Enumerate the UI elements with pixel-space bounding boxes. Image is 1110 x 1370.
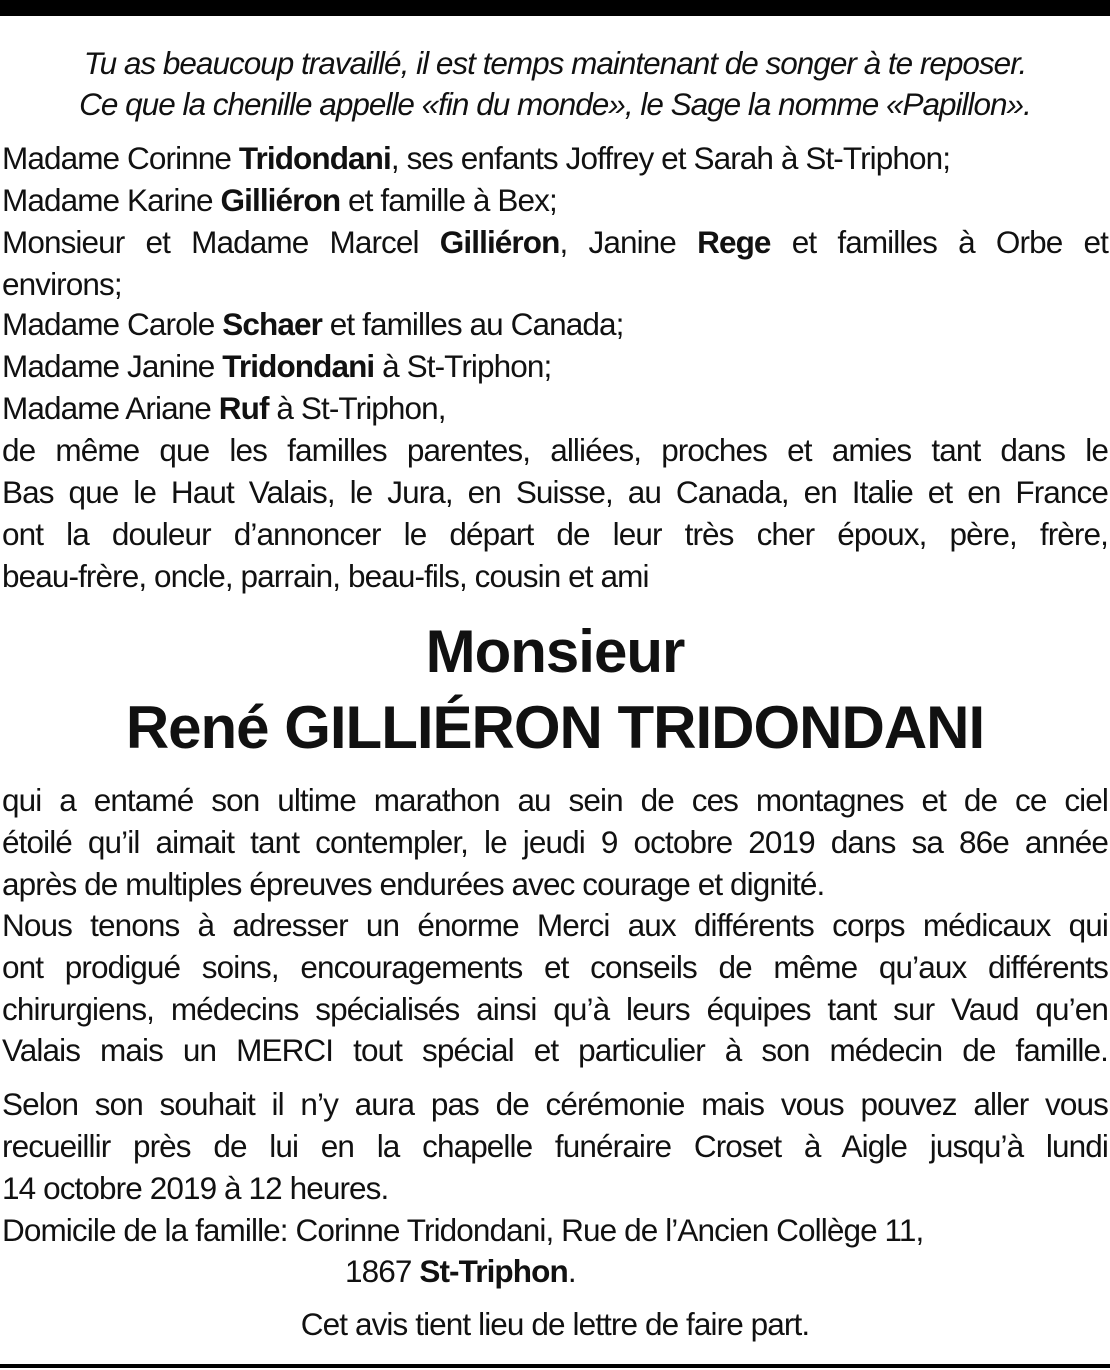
family-name: Gilliéron [439, 224, 560, 260]
family-name: Tridondani [222, 348, 375, 384]
deceased-name: René GILLIÉRON TRIDONDANI [125, 694, 985, 761]
body-line: qui a entamé son ultime marathon au sein de ces montagnes et de ce ciel [2, 782, 1108, 818]
relatives-line: ont la douleur d’annoncer le départ de leur très cher époux, père, frère, [2, 516, 1108, 552]
family-line: Madame Corinne Tridondani, ses enfants Joffrey et Sarah à St-Triphon; [2, 140, 951, 176]
bottom-rule [0, 1364, 1110, 1368]
body-line: Valais mais un MERCI tout spécial et particulier à son médecin de famille. [2, 1032, 1108, 1068]
relatives-line: beau-frère, oncle, parrain, beau-fils, cousin et ami [2, 558, 649, 594]
body-line: Nous tenons à adresser un énorme Merci aux différents corps médicaux qui [2, 907, 1108, 943]
ceremony-line: 14 octobre 2019 à 12 heures. [2, 1170, 389, 1206]
family-name: Ruf [218, 390, 269, 426]
family-line: Madame Ariane Ruf à St-Triphon, [2, 390, 446, 426]
body-line: chirurgiens, médecins spécialisés ainsi qu’à leurs équipes tant sur Vaud qu’en [2, 991, 1108, 1027]
closing-note: Cet avis tient lieu de lettre de faire part. [300, 1306, 810, 1342]
quote-line-1: Tu as beaucoup travaillé, il est temps maintenant de songer à te reposer. [83, 45, 1027, 81]
relatives-line: de même que les familles parentes, alliées, proches et amies tant dans le [2, 432, 1108, 468]
family-line: Madame Carole Schaer et familles au Canada; [2, 306, 624, 342]
address-line: Domicile de la famille: Corinne Tridondani, Rue de l’Ancien Collège 11, [2, 1212, 924, 1248]
relatives-line: Bas que le Haut Valais, le Jura, en Suisse, au Canada, en Italie et en France [2, 474, 1108, 510]
family-name: Rege [697, 224, 771, 260]
address-city-line: 1867 St-Triphon. [345, 1253, 576, 1289]
family-line: Madame Janine Tridondani à St-Triphon; [2, 348, 552, 384]
body-line: après de multiples épreuves endurées avec courage et dignité. [2, 866, 825, 902]
body-line: ont prodigué soins, encouragements et conseils de même qu’aux différents [2, 949, 1108, 985]
body-line: étoilé qu’il aimait tant contempler, le jeudi 9 octobre 2019 dans sa 86e année [2, 824, 1108, 860]
family-name: Schaer [222, 306, 322, 342]
address-city: St-Triphon [419, 1253, 568, 1289]
family-name: Tridondani [238, 140, 391, 176]
deceased-title: Monsieur [425, 618, 685, 685]
family-line: Monsieur et Madame Marcel Gilliéron, Janine Rege et familles à Orbe et [2, 224, 1108, 260]
quote-line-2: Ce que la chenille appelle «fin du monde», le Sage la nomme «Papillon». [79, 86, 1031, 122]
family-line: environs; [2, 266, 122, 302]
family-name: Gilliéron [220, 182, 341, 218]
ceremony-line: Selon son souhait il n’y aura pas de cérémonie mais vous pouvez aller vous [2, 1086, 1108, 1122]
ceremony-line: recueillir près de lui en la chapelle funéraire Croset à Aigle jusqu’à lundi [2, 1128, 1108, 1164]
family-line: Madame Karine Gilliéron et famille à Bex; [2, 182, 557, 218]
top-rule [0, 0, 1110, 16]
